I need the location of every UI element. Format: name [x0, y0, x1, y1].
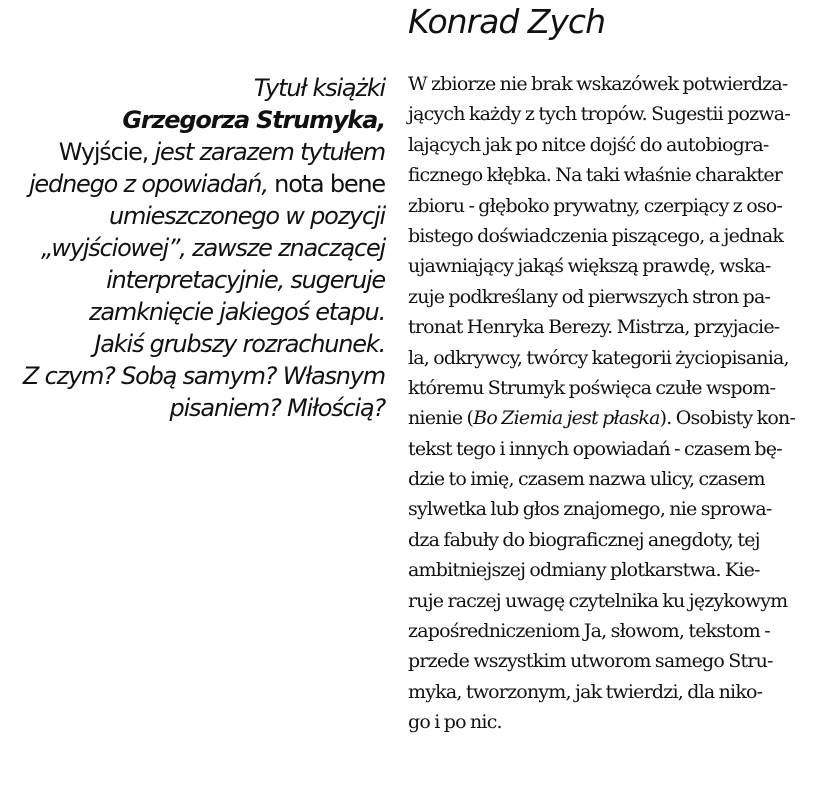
body-line: tronat Henryka Berezy. Mistrza, przyjacie- — [408, 316, 780, 339]
pull-quote-author: Grzegorza Strumyka, — [122, 106, 385, 134]
body-text-segment: nienie ( — [408, 407, 474, 430]
pull-quote-line — [0, 232, 385, 264]
body-line: ficznego kłębka. Na taki właśnie charakter — [408, 164, 783, 187]
body-line: ruje raczej uwagę czytelnika ku językowym — [408, 589, 788, 612]
body-line: dza fabuły do biograficznej anegdoty, tej — [408, 528, 760, 551]
article-body — [408, 69, 828, 738]
pull-quote — [0, 72, 385, 424]
pull-quote-text: Jakiś grubszy rozrachunek. — [94, 330, 385, 358]
body-line: bistego doświadczenia piszącego, a jednak — [408, 224, 784, 247]
pull-quote-line — [0, 328, 385, 360]
pull-quote-line — [0, 168, 385, 200]
pull-quote-text: Z czym? Sobą samym? Własnym — [22, 362, 385, 390]
body-line: lających jak po nitce dojść do autobiogra- — [408, 133, 769, 156]
body-line: zbioru - głęboko prywatny, czerpiący z oso- — [408, 194, 783, 217]
body-line: la, odkrywcy, twórcy kategorii życiopisania, — [408, 346, 789, 369]
body-line: tekst tego i innych opowiadań - czasem bę- — [408, 437, 782, 460]
pull-quote-line — [0, 104, 385, 136]
body-line: ambitniejszej odmiany plotkarstwa. Kie- — [408, 559, 760, 582]
pull-quote-text: jest zarazem tytułem — [148, 138, 385, 166]
pull-quote-text: umieszczonego w pozycji — [108, 202, 385, 230]
pull-quote-book-title: Wyjście, — [58, 138, 149, 166]
body-line: W zbiorze nie brak wskazówek potwierdza- — [408, 73, 788, 95]
body-line: zapośredniczeniom Ja, słowom, tekstom - — [408, 620, 770, 643]
body-line: przede wszystkim utworom samego Stru- — [408, 650, 773, 673]
pull-quote-line — [0, 392, 385, 424]
body-line: dzie to imię, czasem nazwa ulicy, czasem — [408, 468, 765, 491]
body-line: zuje podkreślany od pierwszych stron pa- — [408, 285, 771, 308]
body-text-segment: ). Osobisty kon- — [659, 407, 796, 430]
pull-quote-phrase: nota bene — [267, 170, 385, 198]
pull-quote-line — [0, 296, 385, 328]
pull-quote-text: „wyjściowej”, zawsze znaczącej — [41, 234, 385, 262]
book-title-reference: Bo Ziemia jest płaska — [473, 407, 660, 430]
pull-quote-line — [0, 360, 385, 392]
pull-quote-text: Tytuł książki — [253, 74, 385, 102]
pull-quote-line — [0, 264, 385, 296]
pull-quote-text: jednego z opowiadań, — [28, 170, 268, 198]
body-line — [408, 403, 828, 433]
body-line: któremu Strumyk poświęca czułe wspom- — [408, 376, 776, 399]
body-line: go i po nic. — [408, 711, 502, 734]
body-line: jących każdy z tych tropów. Sugestii pozwa- — [408, 103, 790, 126]
pull-quote-line — [0, 200, 385, 232]
body-line: ujawniający jakąś większą prawdę, wska- — [408, 255, 771, 278]
pull-quote-line — [0, 72, 385, 104]
pull-quote-text: zamknięcie jakiegoś etapu. — [89, 298, 385, 326]
body-line: sylwetka lub głos znajomego, nie sprowa- — [408, 498, 772, 521]
body-line: myka, tworzonym, jak twierdzi, dla niko- — [408, 680, 763, 703]
pull-quote-text: pisaniem? Miłością? — [169, 394, 385, 422]
author-name: Konrad Zych — [408, 2, 605, 41]
pull-quote-text: interpretacyjnie, sugeruje — [106, 266, 385, 294]
pull-quote-line — [0, 136, 385, 168]
